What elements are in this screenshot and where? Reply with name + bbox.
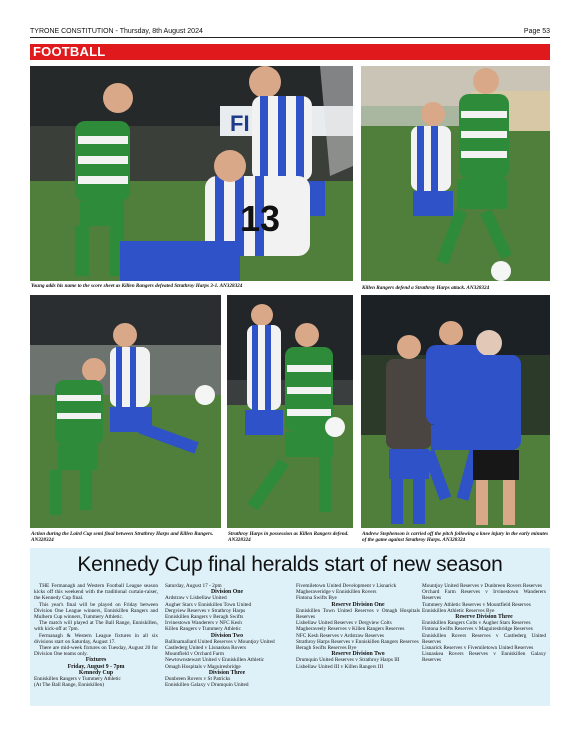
article-paragraph: Lisnaskea Rovers Reserves v Enniskillen Galaxy Reserves: [422, 651, 546, 664]
article-paragraph: The match will played at The Ball Range, Enniskillen, with kick-off at 7pm.: [34, 620, 158, 633]
fixture-subheading: Kennedy Cup: [78, 669, 114, 676]
article-paragraph: Fintona Swifts Reserves v Maguiresbridge Reserves: [422, 626, 533, 633]
page-number: Page 53: [523, 28, 550, 35]
article-paragraph: Magheraveely Reserves v Killen Rangers Reserves: [296, 626, 405, 633]
fixture-subheading: Reserve Division Three: [455, 614, 513, 621]
fixture-subheading: Reserve Division Two: [331, 651, 385, 658]
article-column-1: [34, 583, 158, 688]
fixture-subheading: Fixtures: [85, 657, 107, 664]
photo-caption: Strathroy Harps in possession as Killen Rangers defend. AN328324: [228, 531, 349, 543]
article-paragraph: Mountjoy United Reserves v Dunbreen Rovers Reserves: [422, 583, 543, 589]
article-paragraph: Magheraveridge v Enniskillen Rovers: [296, 589, 377, 596]
photo-strathroy-possession: [227, 295, 353, 528]
photo-young-scores: [30, 66, 353, 281]
article-column-4: [422, 583, 546, 664]
fixture-subheading: Division One: [210, 589, 244, 596]
fixture-subheading: Division Three: [208, 669, 246, 676]
article-paragraph: Irvinestown Wanderers v NFC Kesh: [165, 620, 242, 627]
article-column-2: [165, 583, 289, 688]
article-paragraph: This year's final will be played on Friday between Division One League winners, Enniskillen Rangers and Mulhern Cup winners, Tummery Athletic.: [34, 601, 158, 621]
photo-caption: Andrew Stephenson is carried off the pitch following a knee injury in the early minutes of the game against Strathroy Harps. AN328324: [362, 531, 549, 543]
article-paragraph: There are mid-week fixtures on Tuesday, August 20 for Division One teams only.: [34, 645, 158, 658]
photo-killen-defend: [361, 66, 550, 281]
article-paragraph: Augher Stars v Enniskillen Town United: [165, 601, 252, 608]
fixture-subheading: Friday, August 9 - 7pm: [67, 663, 125, 670]
article-paragraph: NFC Kesh Reserves v Ardstraw Reserves: [296, 632, 385, 639]
sign-text: FI: [230, 111, 250, 136]
article-paragraph: Dunbreen Rovers v St Patricks: [165, 676, 231, 683]
article-paragraph: Enniskillen Galaxy v Drumquin United: [165, 682, 249, 689]
section-title: FOOTBALL: [33, 44, 106, 59]
article-paragraph: Dergview Reserves v Strathroy Harps: [165, 607, 246, 614]
article-paragraph: Ballinamallard United Reserves v Mountjoy United: [165, 638, 275, 645]
fixture-subheading: Division Two: [210, 632, 244, 639]
photo-caption: Action during the Laird Cup semi final between Strathroy Harps and Killen Rangers. AN328324: [31, 531, 214, 543]
photo-stephenson-carried: [361, 295, 550, 528]
article-paragraph: Enniskillen Rangers v Tummery Athletic: [34, 676, 121, 683]
photo-laird-cup-action: [30, 295, 221, 528]
article-paragraph: Enniskillen Town United Reserves v Omagh Hospitals Reserves: [296, 607, 420, 621]
publication-date: TYRONE CONSTITUTION - Thursday, 8th August 2024: [30, 28, 203, 35]
article-paragraph: Enniskillen Rovers Reserves v Castlederg United Reserves: [422, 632, 546, 645]
section-banner: [30, 44, 550, 60]
photo-caption: Killen Rangers defend a Strathroy Harps attack. AN328324: [362, 285, 490, 291]
fixture-subheading: Reserve Division One: [331, 601, 385, 608]
article-paragraph: Lisbellaw United III v Killen Rangers III: [296, 663, 384, 670]
article-paragraph: Newtownstewart United v Enniskillen Athletic: [165, 657, 265, 664]
article-paragraph: Mountfield v Orchard Farm: [165, 651, 224, 658]
article-paragraph: Enniskillen Rangers v Beragh Swifts: [165, 614, 244, 621]
article-paragraph: Omagh Hospitals v Maguiresbridge: [165, 663, 241, 670]
article-column-3: [296, 583, 420, 670]
article-paragraph: THE Fermanagh and Western Football League season kicks off this weekend with the traditional curtain-raiser, the Kennedy Cup final.: [34, 583, 158, 602]
shirt-number: 13: [240, 198, 281, 239]
article-paragraph: Drumquin United Reserves v Strathroy Harps III: [296, 657, 400, 664]
article-kennedy-cup: [30, 548, 550, 706]
article-paragraph: Killen Rangers v Tummery Athletic: [165, 626, 241, 633]
article-body: [34, 583, 546, 703]
article-paragraph: Strathroy Harps Reserves v Enniskillen Rangers Reserves: [296, 638, 419, 645]
article-paragraph: Tummery Athletic Reserves v Mountfield Reserves: [422, 601, 531, 608]
article-paragraph: Ardstraw v Lisbellaw United: [165, 595, 227, 602]
article-paragraph: Enniskillen Rangers Colts v Augher Stars Reserves: [422, 620, 531, 627]
article-paragraph: Fintona Swifts Bye: [296, 595, 337, 602]
header-rule: [30, 37, 550, 38]
article-paragraph: Beragh Swifts Reserves Bye: [296, 645, 357, 652]
article-headline: Kennedy Cup final heralds start of new season: [77, 553, 503, 576]
article-paragraph: Lisbellaw United Reserves v Dergview Colts: [296, 620, 392, 627]
article-paragraph: Castlederg United v Lisnaskea Rovers: [165, 645, 247, 652]
article-paragraph: Enniskillen Athletic Reserves Bye: [422, 607, 495, 614]
article-paragraph: Orchard Farm Reserves v Irvinestown Wanderers Reserves: [422, 589, 546, 602]
article-paragraph: Fermanagh & Western League fixtures in all six divisions start on Saturday, August 17.: [34, 632, 158, 645]
article-paragraph: (At The Ball Range, Enniskillen): [34, 682, 105, 689]
photo-caption: Young adds his name to the score sheet as Killen Rangers defeated Strathroy Harps 3-1. AN328324: [31, 283, 243, 289]
article-paragraph: Lisnarick Reserves v Fivemiletown United Reserves: [422, 645, 534, 652]
article-paragraph: Saturday, August 17 - 2pm: [165, 583, 222, 589]
article-paragraph: Fivemiletown United Development v Lisnarick: [296, 583, 397, 589]
